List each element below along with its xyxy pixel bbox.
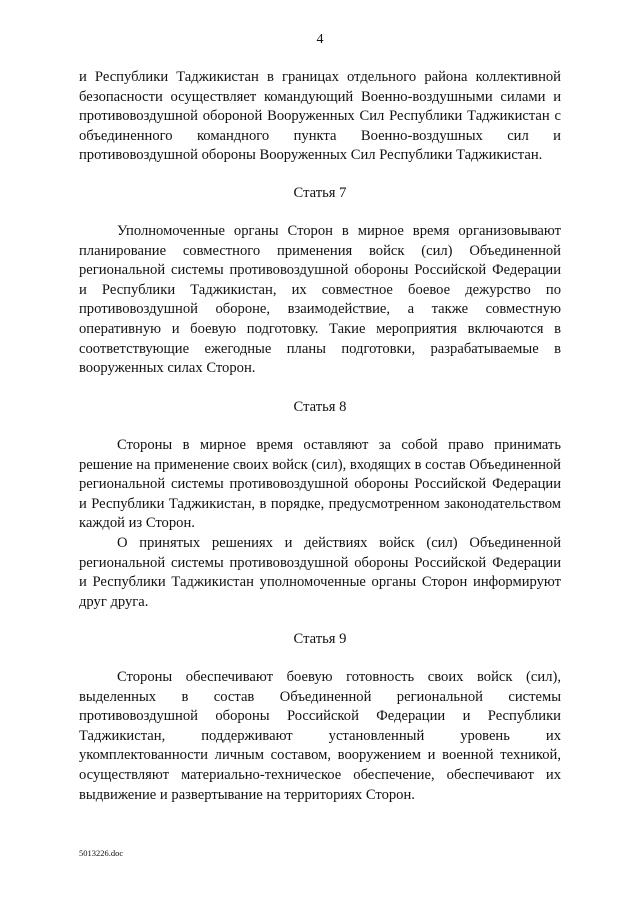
document-file-name: 5013226.doc (79, 848, 124, 858)
paragraph-continuation: и Республики Таджикистан в границах отдельного района коллективной безопасности осуществляет командующий Военно-воздушными силами и противовоздушной обороной Вооруженных Сил Республики Таджикистан с объединенного командного пункта Военно-воздушных сил и противовоздушной обороны Вооруженных Сил Республики Таджикистан. (79, 69, 561, 164)
article-8-paragraph-1: Стороны в мирное время оставляют за собой право принимать решение на применение своих войск (сил), входящих в состав Объединенной региональной системы противовоздушной обороны Российской Федерации и Республики Таджикистан, в порядке, предусмотренном законодательством каждой из Сторон. (79, 437, 561, 532)
article-8-paragraph-2: О принятых решениях и действиях войск (сил) Объединенной региональной системы противовоздушной обороны Российской Федерации и Республики Таджикистан уполномоченные органы Сторон информируют друг друга. (79, 535, 561, 610)
article-7-paragraph: Уполномоченные органы Сторон в мирное время организовывают планирование совместного применения войск (сил) Объединенной региональной системы противовоздушной обороны Российской Федерации и Республики Таджикистан, их совместное боевое дежурство по противовоздушной обороне, взаимодействие, а также совместную оперативную и боевую подготовку. Такие мероприятия включаются в соответствующие ежегодные планы подготовки, разрабатываемые в вооруженных силах Сторон. (79, 223, 561, 377)
article-8-heading: Статья 8 (293, 399, 347, 415)
article-9-paragraph: Стороны обеспечивают боевую готовность своих войск (сил), выделенных в состав Объединенной региональной системы противовоздушной обороны Российской Федерации и Республики Таджикистан, поддерживают установленный уровень их укомплектованности личным составом, вооружением и военной техникой, осуществляют материально-техническое обеспечение, обеспечивают их выдвижение и развертывание на территориях Сторон. (79, 669, 561, 803)
article-7-heading: Статья 7 (293, 185, 347, 201)
page-number: 4 (316, 32, 324, 47)
article-9-heading: Статья 9 (293, 631, 347, 647)
